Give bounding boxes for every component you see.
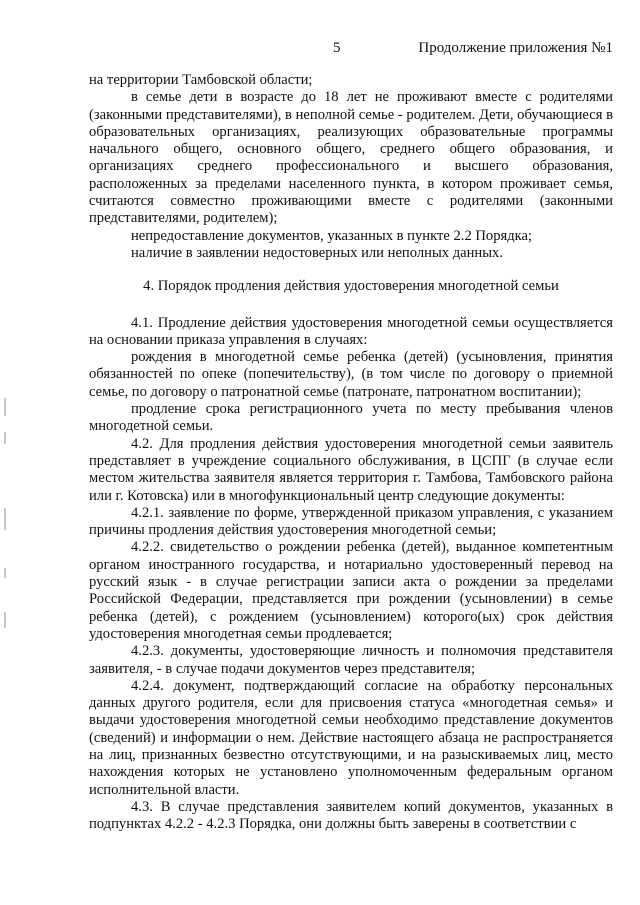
appendix-continuation-note: Продолжение приложения №1	[418, 40, 613, 56]
paragraph: продление срока регистрационного учета по месту пребывания членов многодетной семьи.	[89, 401, 613, 435]
document-body	[89, 72, 613, 833]
page-number: 5	[333, 40, 341, 56]
paragraph: в семье дети в возрасте до 18 лет не проживают вместе с родителями (законными представителями), в неполной семье - родителем. Дети, обучающиеся в образовательных организациях, реализующих образовательные программы начального общего, основного общего, среднего общего образования, и организациях среднего профессионального и высшего образования, расположенных за пределами населенного пункта, в котором проживает семья, считаются совместно проживающими вместе с родителями (законными представителями, родителем);	[89, 89, 613, 227]
clause-4-2-2: 4.2.2. свидетельство о рождении ребенка (детей), выданное компетентным органом иностранного государства, и нотариально удостоверенный перевод на русский язык - в случае регистрации записи акта о рождении за пределами Российской Федерации, представляется при рождении (усыновлении) в семье ребенка (детей), с рождением (усыновлением) которого(ых) срок действия удостоверения многодетная семьи продлевается;	[89, 539, 613, 642]
paragraph: рождения в многодетной семье ребенка (детей) (усыновления, принятия обязанностей по опеке (попечительству), (в том числе по договору о приемной семье, по договору о патронатной семье (патронате, патронатном воспитании);	[89, 349, 613, 400]
paragraph: непредоставление документов, указанных в пункте 2.2 Порядка;	[131, 227, 533, 244]
clause-4-2-3: 4.2.3. документы, удостоверяющие личность и полномочия представителя заявителя, - в случае подачи документов через представителя;	[89, 643, 613, 677]
clause-4-2: 4.2. Для продления действия удостоверения многодетной семьи заявитель представляет в учреждение социального обслуживания, в ЦСПГ (в случае если местом жительства заявителя является территория г. Тамбова, Тамбовского района или г. Котовска) или в многофункциональный центр следующие документы:	[89, 435, 613, 504]
paragraph: на территории Тамбовской области;	[89, 72, 313, 88]
clause-4-3: 4.3. В случае представления заявителем копий документов, указанных в подпунктах 4.2.2 - 4.2.3 Порядка, они должны быть заверены в соответствии с	[89, 798, 613, 833]
section-heading: 4. Порядок продления действия удостоверения многодетной семьи	[143, 278, 559, 295]
clause-4-2-1: 4.2.1. заявление по форме, утвержденной приказом управления, с указанием причины продления действия удостоверения многодетной семьи;	[89, 504, 613, 539]
page-header	[0, 38, 640, 58]
clause-4-2-4: 4.2.4. документ, подтверждающий согласие на обработку персональных данных другого родителя, если для присвоения статуса «многодетная семья» и выдачи удостоверения многодетной семьи необходимо представление документов (сведений) и информации о нем. Действие настоящего абзаца не распространяется на лиц, признанных безвестно отсутствующими, и на разыскиваемых лиц, место нахождения которых не установлено уполномоченным федеральным органом исполнительной власти.	[89, 677, 613, 798]
scan-margin-marks	[4, 398, 7, 638]
paragraph: наличие в заявлении недостоверных или неполных данных.	[131, 244, 503, 261]
clause-4-1: 4.1. Продление действия удостоверения многодетной семьи осуществляется на основании приказа управления в случаях:	[89, 314, 613, 348]
